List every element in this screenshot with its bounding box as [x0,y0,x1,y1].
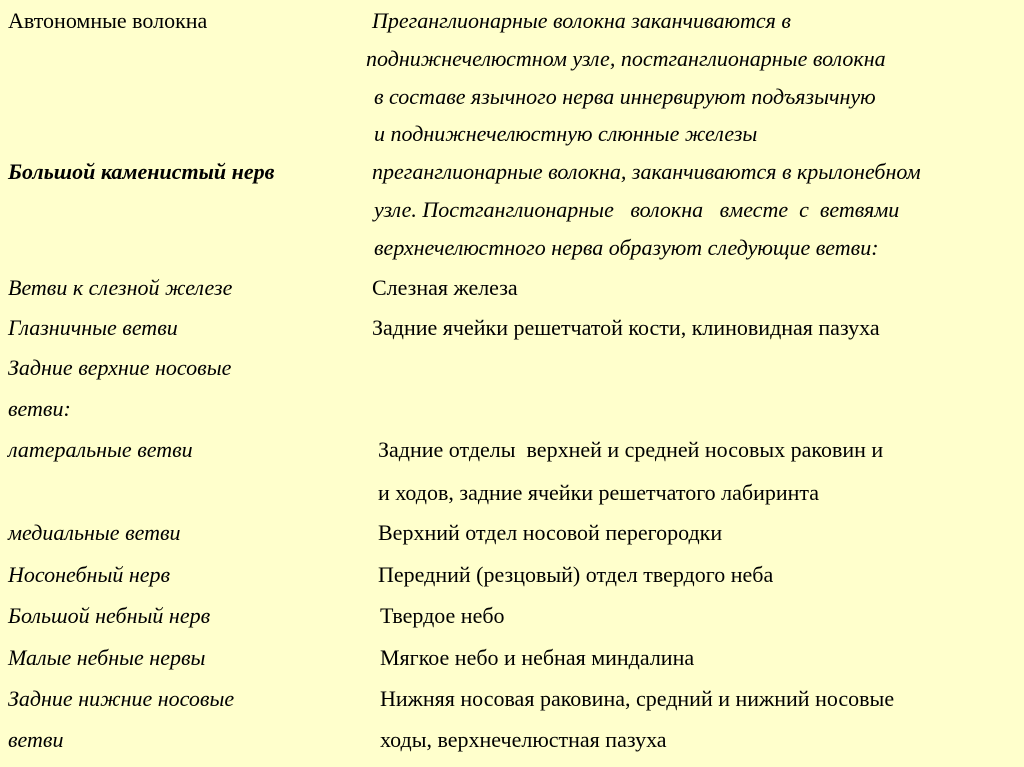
term-lateral-branches: латеральные ветви [8,437,193,462]
desc-autonomic-fibers-line-1: Преганглионарные волокна заканчиваются в [372,8,791,33]
term-posterior-superior-nasal-line-1: Задние верхние носовые [8,355,232,380]
term-posterior-inferior-nasal-line-1: Задние нижние носовые [8,686,235,711]
desc-autonomic-fibers-line-3: в составе язычного нерва иннервируют подъязычную [374,84,876,109]
desc-medial-branches: Верхний отдел носовой перегородки [378,520,723,545]
desc-lateral-branches-line-1: Задние отделы верхней и средней носовых раковин и [378,437,884,462]
term-posterior-superior-nasal-line-2: ветви: [8,396,71,421]
desc-autonomic-fibers-line-4: и поднижнечелюстную слюнные железы [374,121,758,146]
desc-orbital-branches: Задние ячейки решетчатой кости, клиновидная пазуха [372,315,880,340]
desc-autonomic-fibers-line-2: поднижнечелюстном узле, постганглионарные волокна [366,46,886,71]
term-orbital-branches: Глазничные ветви [8,315,178,340]
desc-nasopalatine-nerve: Передний (резцовый) отдел твердого неба [378,562,774,587]
desc-lacrimal-gland-branches: Слезная железа [372,275,518,300]
term-nasopalatine-nerve: Носонебный нерв [8,562,171,587]
term-greater-petrosal-nerve: Большой каменистый нерв [8,159,275,184]
term-greater-palatine-nerve: Большой небный нерв [8,603,211,628]
desc-greater-petrosal-line-3: верхнечелюстного нерва образуют следующие ветви: [374,235,879,260]
term-medial-branches: медиальные ветви [8,520,181,545]
term-lesser-palatine-nerves: Малые небные нервы [8,645,206,670]
term-lacrimal-gland-branches: Ветви к слезной железе [8,275,233,300]
desc-posterior-inferior-nasal-line-2: ходы, верхнечелюстная пазуха [380,727,667,752]
term-posterior-inferior-nasal-line-2: ветви [8,727,64,752]
desc-greater-petrosal-line-1: преганглионарные волокна, заканчиваются в крылонебном [372,159,921,184]
desc-lesser-palatine-nerves: Мягкое небо и небная миндалина [380,645,695,670]
desc-greater-palatine-nerve: Твердое небо [380,603,505,628]
desc-lateral-branches-line-2: и ходов, задние ячейки решетчатого лабиринта [378,480,820,505]
term-autonomic-fibers: Автономные волокна [8,8,208,33]
desc-posterior-inferior-nasal-line-1: Нижняя носовая раковина, средний и нижний носовые [380,686,895,711]
desc-greater-petrosal-line-2: узле. Постганглионарные волокна вместе с ветвями [374,197,900,222]
